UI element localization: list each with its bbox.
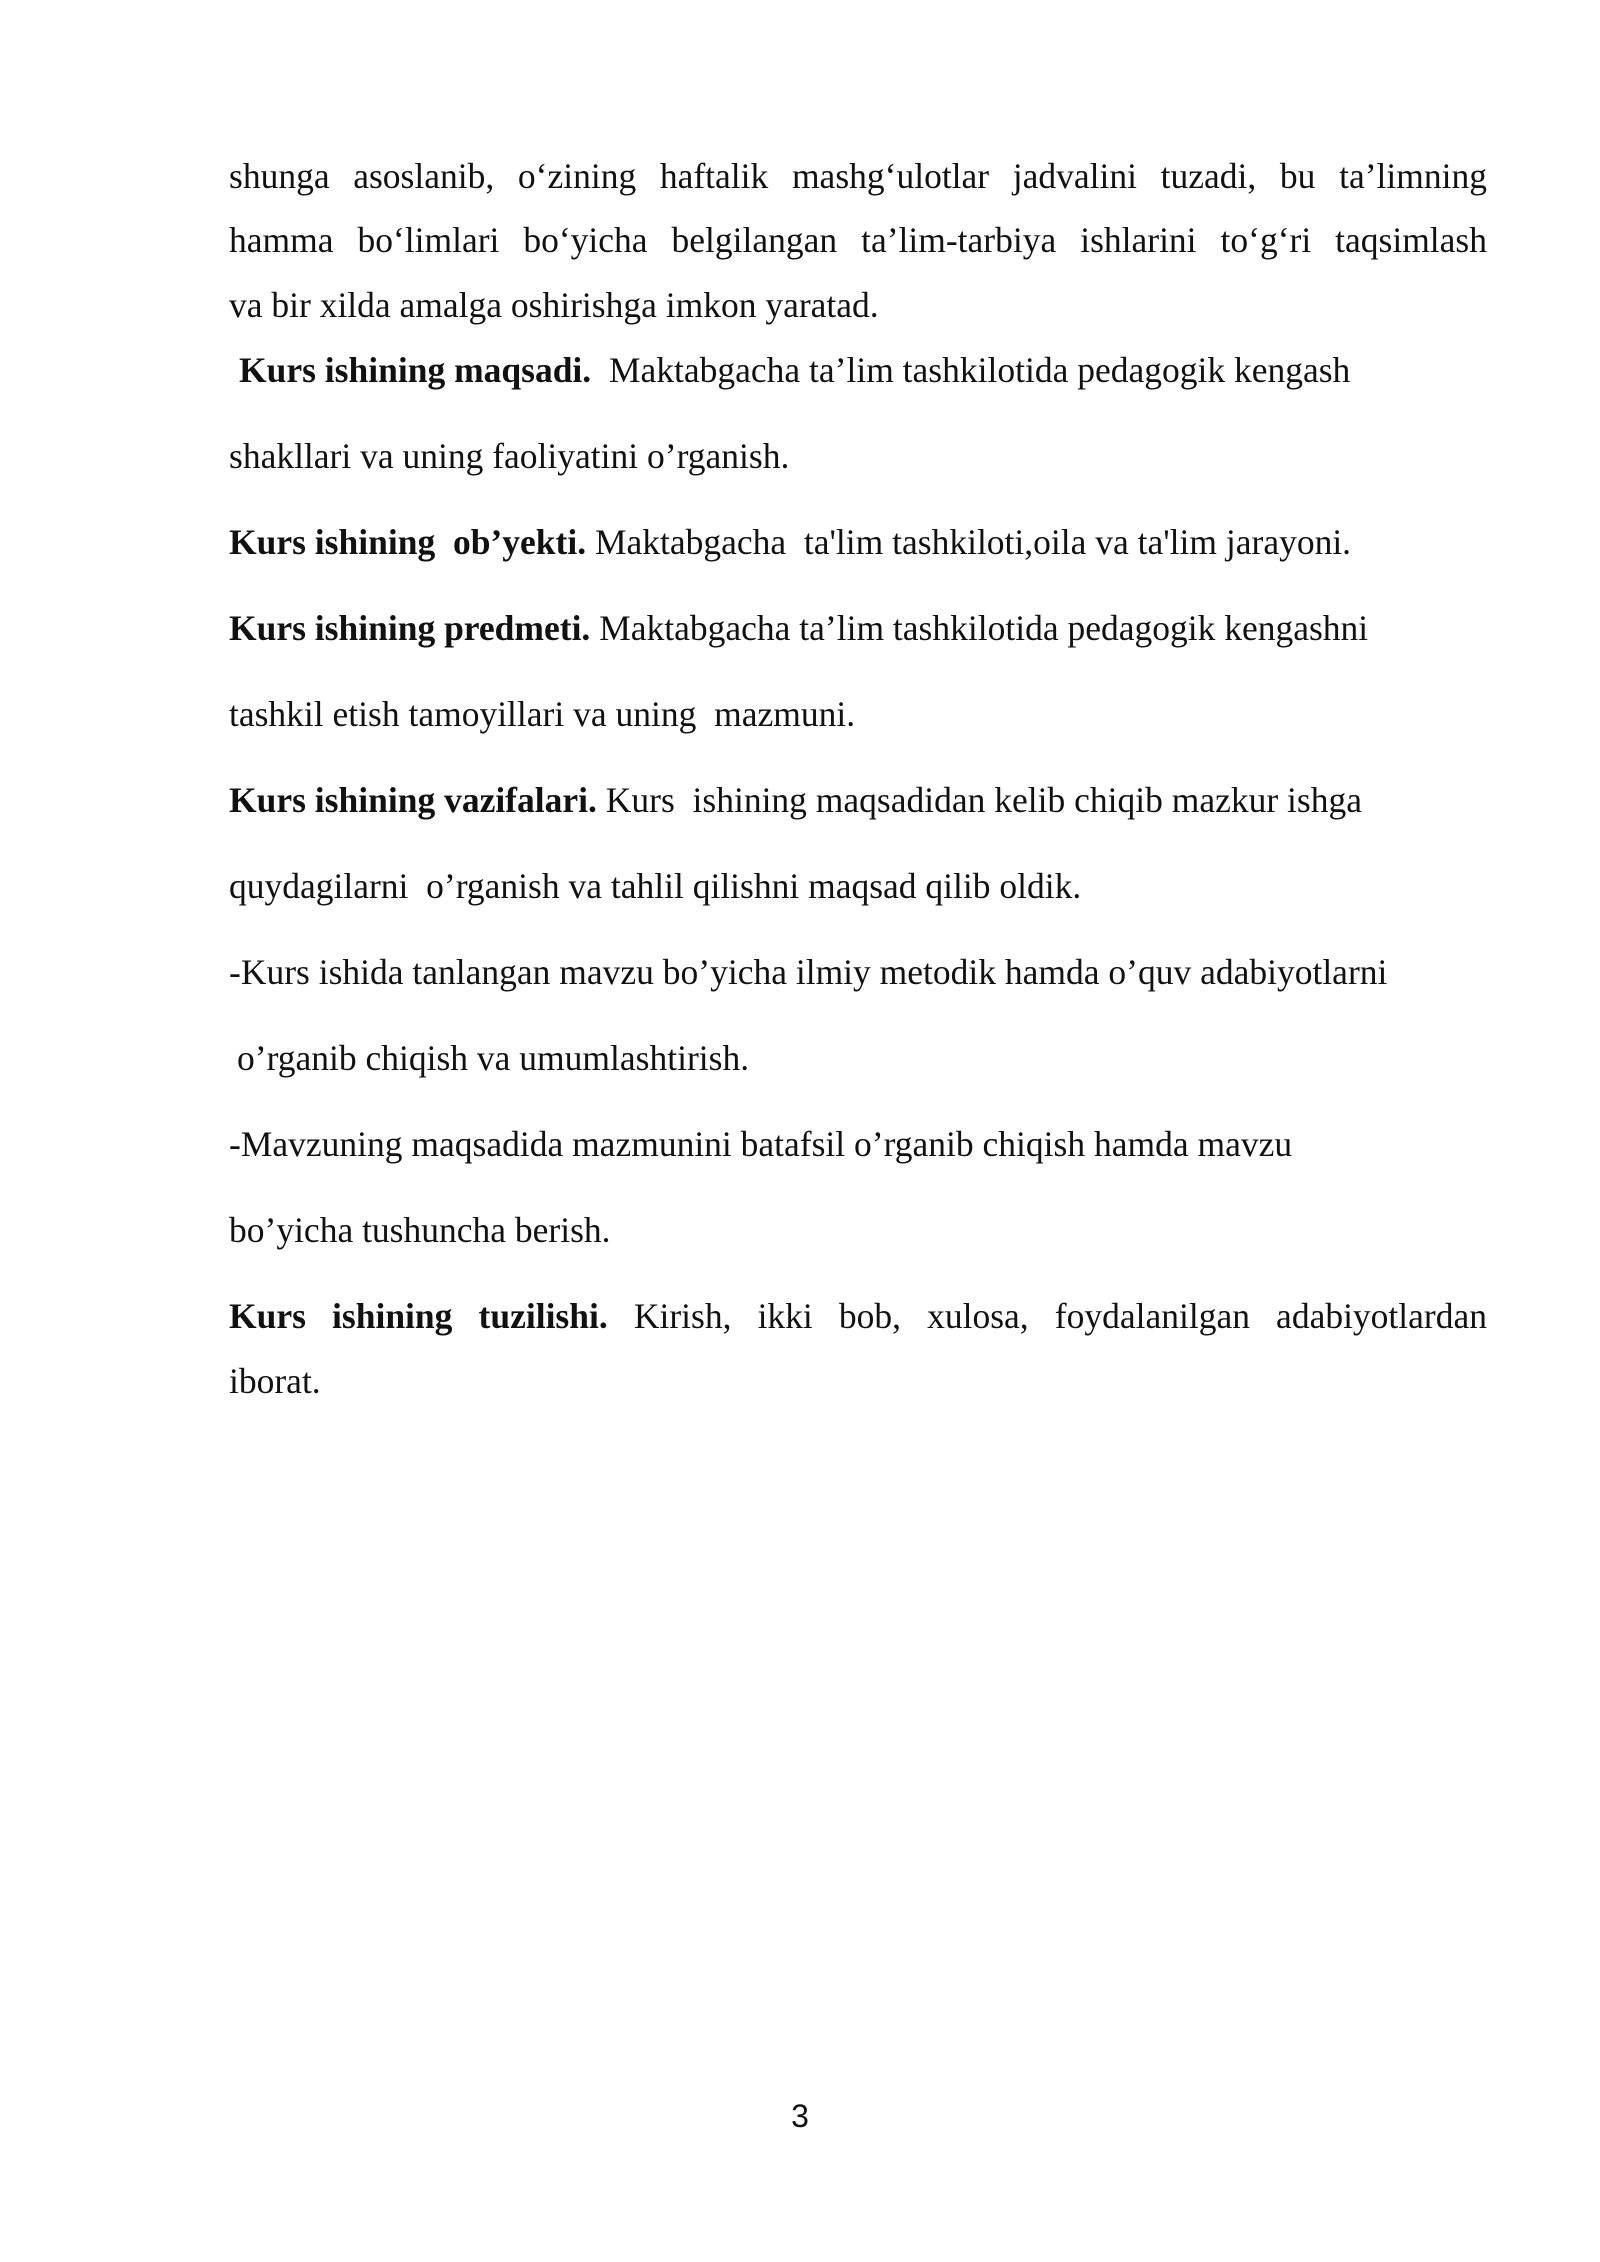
bullet-2-line-2: bo’yicha tushuncha berish. (229, 1210, 611, 1250)
bullet-1-line-1: -Kurs ishida tanlangan mavzu bo’yicha ilmiy metodik hamda o’quv adabiyotlarni (229, 952, 1388, 992)
vazifalari-line-1 (229, 778, 1362, 822)
vazifalari-line-2: quydagilarni o’rganish va tahlil qilishni maqsad qilib oldik. (229, 866, 1082, 906)
tuzilishi-text-1: Kirish, ikki bob, xulosa, foydalanilgan adabiyotlardan (607, 1296, 1487, 1336)
maqsadi-heading: Kurs ishining maqsadi. (239, 350, 592, 390)
bullet-1-line-2: o’rganib chiqish va umumlashtirish. (237, 1038, 750, 1078)
maqsadi-line-2: shakllari va uning faoliyatini o’rganish. (229, 436, 790, 476)
maqsadi-text-1: Maktabgacha ta’lim tashkilotida pedagogik kengash (591, 350, 1351, 390)
page-number: 3 (791, 2098, 809, 2134)
predmeti-heading: Kurs ishining predmeti. (229, 608, 591, 648)
predmeti-text-1: Maktabgacha ta’lim tashkilotida pedagogik kengashni (590, 608, 1369, 648)
bullet-2-line-1: -Mavzuning maqsadida mazmunini batafsil o’rganib chiqish hamda mavzu (229, 1124, 1293, 1164)
vazifalari-text-1: Kurs ishining maqsadidan kelib chiqib mazkur ishga (596, 780, 1362, 820)
predmeti-line-1 (229, 606, 1368, 650)
predmeti-line-2: tashkil etish tamoyillari va uning mazmuni. (229, 694, 856, 734)
obyekti-heading: Kurs ishining ob’yekti. (229, 522, 587, 562)
intro-line-3: va bir xilda amalga oshirishga imkon yaratad. (229, 285, 879, 325)
maqsadi-line-1 (239, 348, 1350, 392)
tuzilishi-heading: Kurs ishining tuzilishi. (229, 1296, 608, 1336)
tuzilishi-line-2: iborat. (229, 1361, 321, 1401)
vazifalari-heading: Kurs ishining vazifalari. (229, 780, 597, 820)
obyekti-text-1: Maktabgacha ta'lim tashkiloti,oila va ta'lim jarayoni. (586, 522, 1352, 562)
intro-line-2: hamma bo‘limlari bo‘yicha belgilangan ta’lim-tarbiya ishlarini to‘g‘ri taqsimlash (229, 220, 1487, 260)
obyekti-line-1 (229, 520, 1351, 564)
tuzilishi-line-1 (229, 1294, 1487, 1338)
intro-line-1: shunga asoslanib, o‘zining haftalik mashg‘ulotlar jadvalini tuzadi, bu ta’limning (229, 156, 1487, 196)
